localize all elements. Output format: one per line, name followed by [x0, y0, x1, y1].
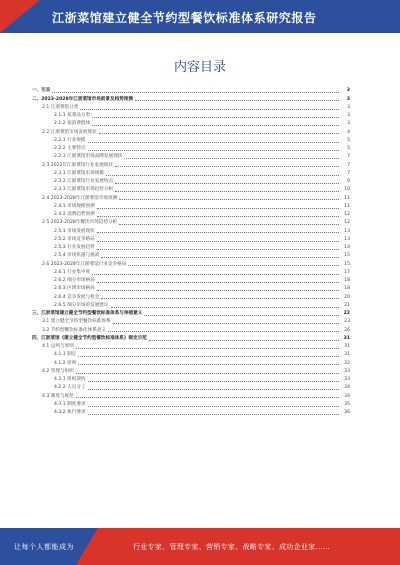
toc-entry-page: 33: [344, 368, 350, 374]
toc-leader-dots: [99, 133, 339, 134]
toc-entry-page: 3: [347, 113, 350, 118]
toc-entry[interactable]: [32, 391, 350, 399]
toc-entry-label: 4.3.2 执行要求: [54, 410, 86, 415]
toc-entry[interactable]: [32, 317, 350, 325]
toc-leader-dots: [52, 92, 339, 93]
toc-entry[interactable]: [32, 301, 350, 309]
toc-entry-page: 3: [347, 121, 350, 127]
toc-entry-label: 2.3.3 江浙菜馆市场趋势分析: [54, 187, 114, 193]
toc-entry-page: 23: [344, 319, 350, 325]
toc-entry-label: 2.5.2 市场竞争格局: [54, 236, 95, 242]
toc-entry[interactable]: [32, 243, 350, 251]
toc-entry-label: 2.4.1 市场规模预测: [54, 203, 95, 209]
toc-leader-dots: [115, 183, 339, 184]
toc-entry-label: 2.6 2023-2028年江浙菜馆行业竞争格局: [42, 261, 127, 267]
toc-leader-dots: [76, 348, 339, 349]
toc-entry[interactable]: [32, 259, 350, 267]
toc-leader-dots: [149, 340, 339, 341]
toc-entry-label: 4.1 总则与原则: [42, 344, 74, 349]
toc-entry[interactable]: [32, 185, 350, 193]
toc-entry-label: 2.6.5 细分市场的发展建议: [54, 302, 109, 308]
toc-leader-dots: [76, 397, 339, 398]
toc-leader-dots: [101, 257, 339, 258]
toc-entry[interactable]: [32, 177, 350, 185]
toc-entry-label: 4.2.2 人员分工: [54, 385, 86, 391]
header-red-accent: [0, 0, 40, 33]
toc-entry-label: 三、江浙菜馆建立健全节约型餐饮标准体系与举措意义: [32, 311, 143, 316]
toc-leader-dots: [97, 208, 339, 209]
toc-entry-label: 2.3.2 江浙菜馆行业发展特点: [54, 179, 114, 184]
toc-entry[interactable]: [32, 119, 350, 127]
toc-entry-page: 10: [344, 187, 350, 193]
toc-leader-dots: [88, 406, 339, 407]
toc-entry-label: 3.1 建立健全节约型餐饮标准体系: [42, 319, 111, 325]
footer-slant-accent: [76, 528, 98, 565]
toc-entry-page: 4: [347, 129, 350, 135]
toc-entry[interactable]: [32, 127, 350, 135]
toc-leader-dots: [88, 414, 339, 415]
toc-entry-label: 4.3 制度与规范: [42, 393, 74, 399]
toc-leader-dots: [128, 265, 339, 266]
toc-entry[interactable]: [32, 383, 350, 391]
toc-entry[interactable]: [32, 400, 350, 408]
toc-entry-page: 31: [344, 352, 350, 358]
toc-leader-dots: [119, 199, 339, 200]
toc-entry[interactable]: [32, 292, 350, 300]
toc-entry-page: 35: [344, 401, 350, 407]
toc-entry-page: 12: [344, 220, 350, 226]
toc-entry[interactable]: [32, 226, 350, 234]
toc-entry-label: 四、江浙菜馆《建立健全节约型餐饮标准体系》制定示范: [32, 335, 147, 341]
toc-entry[interactable]: [32, 309, 350, 317]
toc-entry-label: 2.4 2023-2028年江浙菜馆市场预测: [42, 195, 118, 201]
toc-entry[interactable]: [32, 350, 350, 358]
toc-entry[interactable]: [32, 268, 350, 276]
toc-entry-page: 21: [344, 302, 350, 308]
toc-leader-dots: [88, 381, 339, 382]
toc-entry[interactable]: [32, 218, 350, 226]
toc-leader-dots: [97, 241, 339, 242]
toc-leader-dots: [101, 298, 339, 299]
table-of-contents: [32, 86, 350, 416]
toc-leader-dots: [76, 373, 339, 374]
toc-entry-page: 7: [347, 170, 350, 176]
toc-leader-dots: [88, 150, 339, 151]
toc-leader-dots: [88, 389, 339, 390]
toc-entry[interactable]: [32, 284, 350, 292]
toc-entry[interactable]: [32, 193, 350, 201]
toc-entry-page: 18: [344, 278, 350, 283]
toc-leader-dots: [92, 274, 339, 275]
toc-leader-dots: [80, 109, 339, 110]
toc-leader-dots: [97, 249, 339, 250]
toc-entry-page: 36: [344, 410, 350, 415]
toc-heading: 内容目录: [173, 60, 226, 75]
toc-entry-page: 34: [344, 393, 350, 399]
toc-leader-dots: [124, 158, 339, 159]
toc-leader-dots: [115, 166, 339, 167]
toc-entry-label: 4.1.2 原则: [54, 360, 77, 366]
toc-entry-label: 2.1 江浙菜馆分类: [42, 104, 79, 110]
toc-entry-label: 2.2.3 江浙菜馆市场品牌发展现状: [54, 154, 123, 160]
toc-entry-label: 一、引言: [32, 88, 51, 94]
toc-leader-dots: [97, 290, 339, 291]
toc-entry-label: 2.2.2 主要特点: [54, 146, 86, 151]
toc-leader-dots: [92, 125, 339, 126]
toc-leader-dots: [78, 364, 339, 365]
toc-leader-dots: [135, 100, 339, 101]
toc-entry-label: 2.3 2022年江浙菜馆行业发展现状: [42, 162, 113, 168]
toc-entry-label: 2.5.4 市场机遇与挑战: [54, 253, 100, 259]
toc-entry[interactable]: [32, 334, 350, 342]
toc-entry-page: 31: [344, 344, 350, 349]
toc-entry-page: 11: [344, 195, 350, 201]
toc-entry-label: 2.2 江浙菜馆市场发展现状: [42, 129, 97, 135]
toc-entry-page: 3: [347, 104, 350, 110]
toc-leader-dots: [144, 315, 339, 316]
header-banner: [0, 0, 400, 33]
toc-entry-page: 26: [344, 327, 350, 333]
toc-entry[interactable]: [32, 342, 350, 350]
toc-entry-page: 31: [343, 335, 350, 341]
toc-entry-label: 2.5.1 市场发展现状: [54, 228, 95, 234]
toc-leader-dots: [108, 331, 339, 332]
toc-entry[interactable]: [32, 94, 350, 102]
toc-entry-page: 3: [346, 96, 350, 102]
toc-entry-page: 7: [347, 154, 350, 160]
toc-entry-page: 34: [344, 385, 350, 391]
toc-entry[interactable]: [32, 144, 350, 152]
toc-entry[interactable]: [32, 367, 350, 375]
toc-entry[interactable]: [32, 136, 350, 144]
toc-entry-label: 2.5 2023-2028年餐饮市场趋势分析: [42, 220, 118, 226]
toc-entry-label: 2.5.3 行业发展趋势: [54, 245, 95, 250]
toc-entry-page: 15: [344, 253, 350, 259]
toc-entry-label: 3.2 节约型餐饮标准化体系意义: [42, 327, 106, 333]
toc-entry-label: 2.6.4 竞争发展与机会: [54, 294, 100, 300]
toc-entry[interactable]: [32, 235, 350, 243]
toc-leader-dots: [115, 191, 339, 192]
toc-entry-label: 4.1.1 制定: [54, 352, 77, 358]
toc-entry-page: 13: [344, 236, 350, 242]
toc-entry[interactable]: [32, 358, 350, 366]
toc-entry[interactable]: [32, 325, 350, 333]
toc-entry-page: 5: [347, 146, 350, 151]
toc-entry-label: 2.6.2 细分市场格局: [54, 278, 95, 283]
toc-entry[interactable]: [32, 169, 350, 177]
toc-entry-page: 32: [344, 360, 350, 366]
toc-entry-label: 2.1.1 按菜品分类: [54, 113, 91, 118]
toc-entry-label: 2.2.1 行业规模: [54, 137, 86, 143]
toc-entry[interactable]: [32, 408, 350, 416]
toc-leader-dots: [97, 232, 339, 233]
toc-leader-dots: [92, 117, 339, 118]
toc-entry-page: 7: [347, 162, 350, 168]
toc-leader-dots: [78, 356, 339, 357]
toc-entry-page: 18: [344, 286, 350, 292]
footer-slogan-left: 让每个人都能成为: [14, 543, 74, 551]
toc-entry[interactable]: [32, 111, 350, 119]
toc-leader-dots: [111, 307, 340, 308]
toc-entry[interactable]: [32, 103, 350, 111]
toc-entry-label: 2.6.1 行业集中度: [54, 269, 91, 275]
toc-entry-page: 17: [344, 269, 350, 275]
report-title: 江浙菜馆建立健全节约型餐饮标准体系研究报告: [52, 11, 317, 25]
toc-entry-page: 33: [344, 377, 350, 382]
toc-entry[interactable]: [32, 276, 350, 284]
toc-entry-page: 11: [344, 203, 350, 209]
toc-entry-page: 22: [343, 311, 350, 316]
toc-entry-page: 3: [346, 88, 350, 94]
toc-entry-page: 14: [344, 245, 350, 250]
toc-entry[interactable]: [32, 210, 350, 218]
toc-entry[interactable]: [32, 375, 350, 383]
toc-entry-label: 二、2023-2028年江浙菜馆市场前景及趋势预测: [32, 96, 133, 102]
toc-leader-dots: [97, 216, 339, 217]
toc-entry-label: 2.4.2 消费趋势预测: [54, 212, 95, 217]
toc-entry-page: 9: [347, 179, 350, 184]
toc-entry-page: 13: [344, 228, 350, 234]
toc-entry-label: 2.6.3 区域市场格局: [54, 286, 95, 292]
toc-entry[interactable]: [32, 160, 350, 168]
toc-entry-label: 4.2 管理与组织: [42, 368, 74, 374]
toc-entry[interactable]: [32, 251, 350, 259]
toc-entry[interactable]: [32, 202, 350, 210]
toc-entry-page: 20: [344, 294, 350, 300]
footer-banner: [0, 528, 400, 565]
toc-entry[interactable]: [32, 86, 350, 94]
toc-entry-label: 2.1.2 按消费群体: [54, 121, 91, 127]
toc-entry-page: 12: [344, 212, 350, 217]
toc-entry-label: 4.2.1 组织架构: [54, 377, 86, 382]
toc-leader-dots: [119, 224, 339, 225]
toc-leader-dots: [113, 323, 340, 324]
toc-entry-label: 2.3.1 江浙菜馆市场规模: [54, 170, 104, 176]
toc-leader-dots: [106, 175, 339, 176]
footer-slogan-right: 行业专家、管理专家、营销专家、战略专家、成功企业家……: [133, 543, 331, 551]
toc-entry-page: 15: [344, 261, 350, 267]
toc-leader-dots: [88, 142, 339, 143]
toc-leader-dots: [97, 282, 339, 283]
toc-entry[interactable]: [32, 152, 350, 160]
toc-entry-page: 5: [347, 137, 350, 143]
toc-entry-label: 4.3.1 制度要求: [54, 401, 86, 407]
